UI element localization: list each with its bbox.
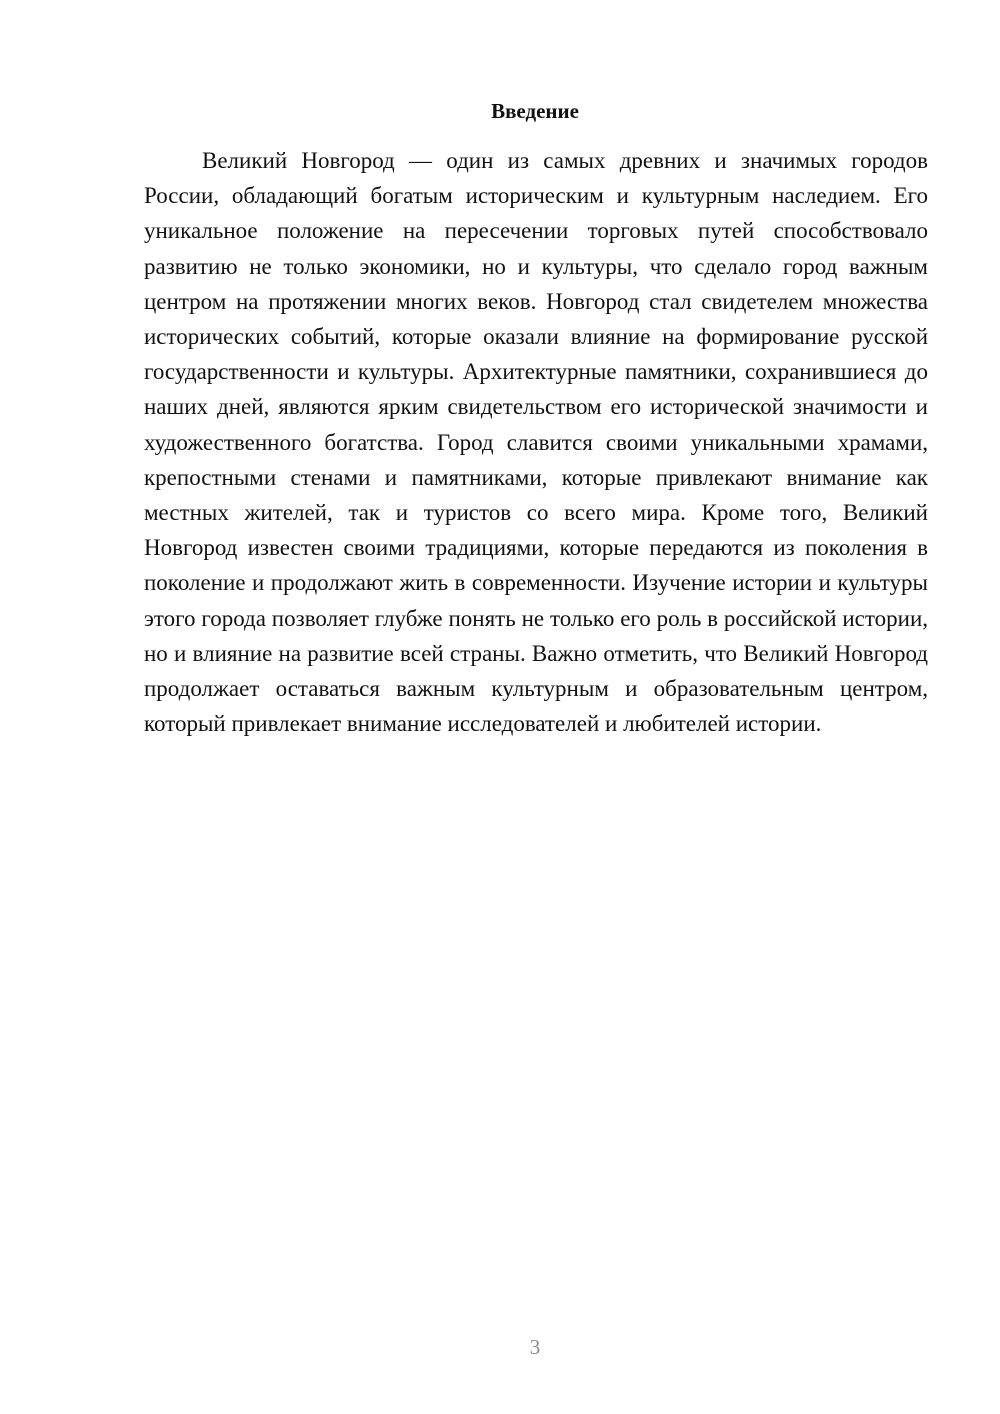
- section-heading: Введение: [491, 99, 579, 123]
- page-number: 3: [529, 1335, 541, 1359]
- body-paragraph: Великий Новгород — один из самых древних и значимых городов России, обладающий богатым историческим и культурным наследием. Его уникальное положение на пересечении торговых путей способствовало развитию не только экономики, но и культуры, что сделало город важным центром на протяжении многих веков. Новгород стал свидетелем множества исторических событий, которые оказали влияние на формирование русской государственности и культуры. Архитектурные памятники, сохранившиеся до наших дней, являются ярким свидетельством его исторической значимости и художественного богатства. Город славится своими уникальными храмами, крепостными стенами и памятниками, которые привлекают внимание как местных жителей, так и туристов со всего мира. Кроме того, Великий Новгород известен своими традициями, которые передаются из поколения в поколение и продолжают жить в современности. Изучение истории и культуры этого города позволяет глубже понять не только его роль в российской истории, но и влияние на развитие всей страны. Важно отметить, что Великий Новгород продолжает оставаться важным культурным и образовательным центром, который привлекает внимание исследователей и любителей истории.: [144, 148, 928, 737]
